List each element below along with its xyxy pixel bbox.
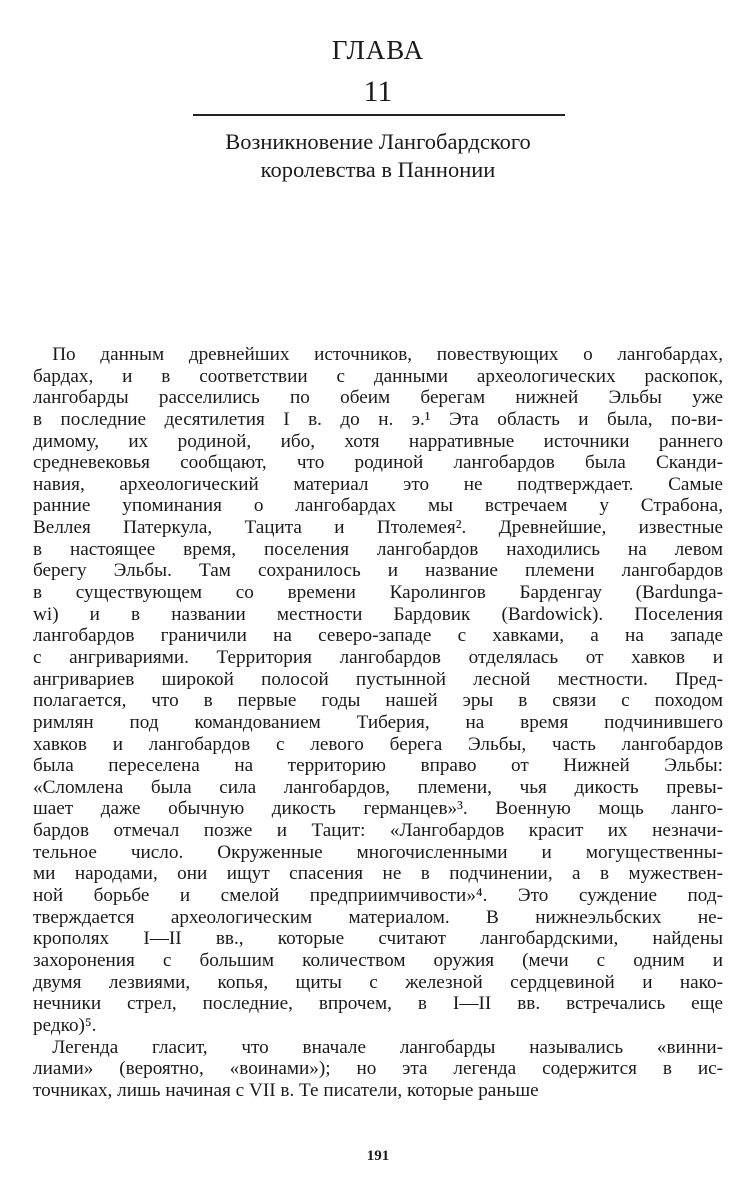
text-line: бардах, и в соответствии с данными археологических раскопок, [33, 365, 723, 387]
text-line: ми народами, они ищут спасения не в подчинении, а в мужествен- [33, 863, 723, 885]
text-line: тверждается археологическим материалом. В нижнеэльбских не- [33, 906, 723, 928]
text-line: нечники стрел, последние, впрочем, в I—II вв. встречались еще [33, 993, 723, 1015]
text-line: димому, их родиной, ибо, хотя нарративные источники раннего [33, 430, 723, 452]
text-line: ангривариев широкой полосой пустынной лесной местности. Пред- [33, 668, 723, 690]
text-line: лангобардов граничили на северо-западе с хавками, а на западе [33, 625, 723, 647]
chapter-number: 11 [363, 75, 393, 108]
text-line: с ангривариями. Территория лангобардов отделялась от хавков и [33, 646, 723, 668]
page-number: 191 [366, 1148, 390, 1164]
text-line: По данным древнейших источников, повествующих о лангобардах, [33, 344, 723, 365]
text-line: Веллея Патеркула, Тацита и Птолемея². Древнейшие, известные [33, 517, 723, 539]
chapter-title [100, 128, 656, 184]
text-line: шает даже обычную дикость германцев»³. Военную мощь ланго- [33, 798, 723, 820]
text-line: лиами» (вероятно, «воинами»); но эта легенда содержится в ис- [33, 1058, 723, 1080]
text-line: хавков и лангобардов с левого берега Эльбы, часть лангобардов [33, 733, 723, 755]
text-line: средневековья сообщают, что родиной лангобардов была Сканди- [33, 452, 723, 474]
text-line: тельное число. Окруженные многочисленными и могущественны- [33, 841, 723, 863]
text-line: редко)⁵. [33, 1014, 97, 1036]
text-line: в последние десятилетия I в. до н. э.¹ Эта область и была, по-ви- [33, 408, 723, 430]
body-text [33, 344, 723, 1101]
text-line: Легенда гласит, что вначале лангобарды назывались «винни- [33, 1036, 723, 1058]
text-line: крополях I—II вв., которые считают лангобардскими, найдены [33, 928, 723, 950]
text-line: бардов отмечал позже и Тацит: «Лангобардов красит их незначи- [33, 820, 723, 842]
text-line: была переселена на территорию вправо от Нижней Эльбы: [33, 755, 723, 777]
chapter-title-line: Возникновение Лангобардского [225, 129, 531, 154]
text-line: точниках, лишь начиная с VII в. Те писатели, которые раньше [33, 1079, 539, 1101]
chapter-label: ГЛАВА [331, 35, 425, 65]
text-line: лангобарды расселились по обеим берегам нижней Эльбы уже [33, 387, 723, 409]
text-line: римлян под командованием Тиберия, на время подчинившего [33, 711, 723, 733]
chapter-title-line: королевства в Паннонии [260, 157, 496, 182]
text-line: захоронения с большим количеством оружия (мечи с одним и [33, 949, 723, 971]
text-line: ранние упоминания о лангобардах мы встречаем у Страбона, [33, 495, 723, 517]
text-line: берегу Эльбы. Там сохранилось и название племени лангобардов [33, 560, 723, 582]
text-line: wi) и в названии местности Бардовик (Bardowick). Поселения [33, 603, 723, 625]
text-line: в существующем со времени Каролингов Барденгау (Bardunga- [33, 582, 723, 604]
text-line: ной борьбе и смелой предприимчивости»⁴. Это суждение под- [33, 885, 723, 907]
text-line: «Сломлена была сила лангобардов, племени, чья дикость превы- [33, 776, 723, 798]
chapter-divider [193, 114, 565, 116]
text-line: полагается, что в первые годы нашей эры в связи с походом [33, 690, 723, 712]
text-line: в настоящее время, поселения лангобардов находились на левом [33, 538, 723, 560]
text-line: навия, археологический материал это не подтверждает. Самые [33, 473, 723, 495]
text-line: двумя лезвиями, копья, щиты с железной сердцевиной и нако- [33, 971, 723, 993]
